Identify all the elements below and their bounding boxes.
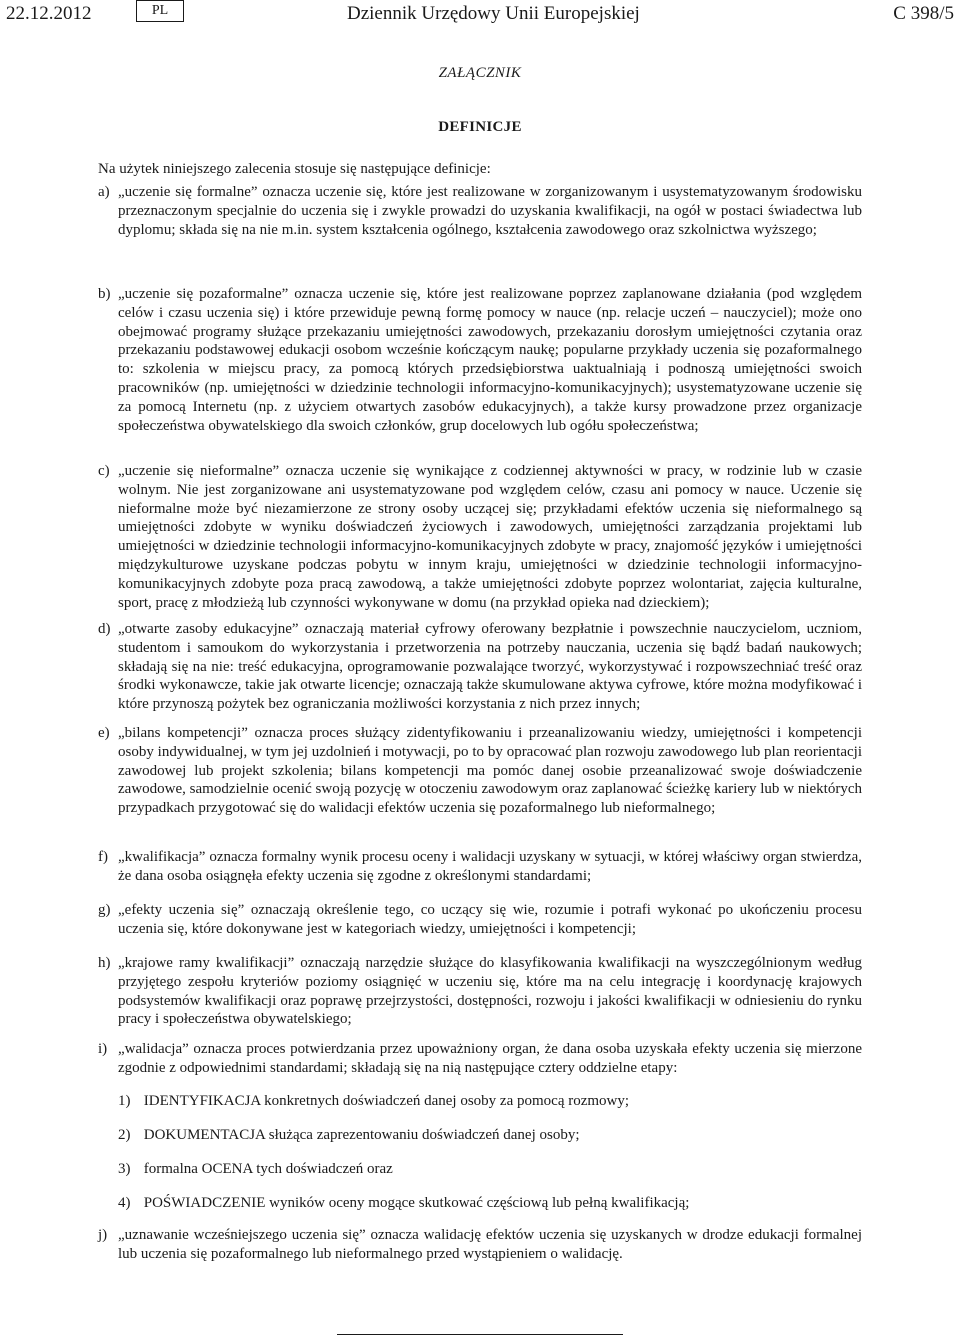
definition-text: „bilans kompetencji” oznacza proces służący zidentyfikowaniu i przeanalizowaniu wiedzy, umiejętności i kompetencji osoby indywidualnej, w tym jej uzdolnień i motywacji, po to by opracować plan rozwoju zawodowego lub plan reorientacji zawodowej lub projekt szkolenia; bilans kompetencji ma pomóc danej osobie przeanalizować swoje doświadczenie zawodowe, samodzielnie ocenić swoją pozycję w otoczeniu zawodowym oraz zaplanować ścieżkę kariery lub w niektórych przypadkach przygotować się do walidacji efektów uczenia się pozaformalnego lub nieformalnego; <box>118 725 862 817</box>
step-label: 1) <box>118 1093 131 1109</box>
step-label: 3) <box>118 1161 131 1177</box>
definition-d <box>98 620 862 714</box>
definition-label: d) <box>98 621 111 637</box>
definition-label: i) <box>98 1041 108 1057</box>
definitions-title: DEFINICJE <box>438 119 522 135</box>
definition-text: „krajowe ramy kwalifikacji” oznaczają narzędzie służące do klasyfikowania kwalifikacji na wyszczególnionym według przyjętego zespołu kryteriów poziomy osiągnięć w uczeniu się, które ma na celu integrację i koordynację krajowych podsystemów kwalifikacji oraz poprawę przejrzystości, dostępności, rozwoju i jakości kwalifikacji w odniesieniu do rynku pracy i społeczeństwa obywatelskiego; <box>118 955 862 1028</box>
definition-text: „efekty uczenia się” oznaczają określenie tego, co uczący się wie, rozumie i potrafi wykonać po ukończeniu procesu uczenia się, które dokonywane jest w kategoriach wiedzy, umiejętności i kompetencji; <box>118 902 862 937</box>
definition-label: a) <box>98 184 110 200</box>
definition-label: g) <box>98 902 111 918</box>
step-label: 4) <box>118 1195 131 1211</box>
language-badge: PL <box>136 0 184 22</box>
definition-b <box>98 285 862 435</box>
definition-text: „kwalifikacja” oznacza formalny wynik procesu oceny i walidacji uzyskany w sytuacji, w której właściwy organ stwierdza, że dana osoba osiągnęła efekty uczenia się zgodne z określonymi standardami; <box>118 849 862 884</box>
definition-j <box>98 1226 862 1264</box>
step-text: IDENTYFIKACJA konkretnych doświadczeń danej osoby za pomocą rozmowy; <box>143 1093 630 1109</box>
footnote-separator <box>337 1334 623 1335</box>
definition-label: h) <box>98 955 111 971</box>
intro-text: Na użytek niniejszego zalecenia stosuje się następujące definicje: <box>98 161 491 177</box>
definition-label: c) <box>98 463 110 479</box>
validation-step-1 <box>118 1092 629 1111</box>
validation-step-3 <box>118 1160 393 1179</box>
publication-date: 22.12.2012 <box>6 3 92 24</box>
step-label: 2) <box>118 1127 131 1143</box>
page-header <box>0 0 960 32</box>
definition-text: „uczenie się formalne” oznacza uczenie się, które jest realizowane w zorganizowanym i usystematyzowanym środowisku przeznaczonym specjalnie do uczenia się i zwykle prowadzi do uzyskania kwalifikacji, na ogół w postaci świadectwa lub dyplomu; składa się na nie m.in. system kształcenia ogólnego, kształcenia zawodowego oraz szkolnictwa wyższego; <box>118 184 862 238</box>
definition-label: e) <box>98 725 110 741</box>
definition-g <box>98 901 862 939</box>
definition-f <box>98 848 862 886</box>
definition-h <box>98 954 862 1029</box>
definition-label: b) <box>98 286 111 302</box>
definition-text: „uczenie się pozaformalne” oznacza uczenie się, które jest realizowane poprzez zaplanowane działania (pod względem celów i czasu uczenia się) i które przewiduje pewną formę pomocy w nauce (np. relacje uczeń – nauczyciel); może ono obejmować programy służące przekazaniu umiejętności zawodowych, przekazaniu dorosłym umiejętności czytania oraz przekazaniu podstawowej edukacji osobom wcześnie kończącym naukę; popularne przykłady uczenia się pozaformalnego to: szkolenia w miejscu pracy, za pomocą których przedsiębiorstwa uaktualniają i podnoszą umiejętności swoich pracowników (np. umiejętności w dziedzinie technologii informacyjno-komunikacyjnych); usystematyzowane uczenie się za pomocą Internetu (np. z użyciem otwartych zasobów edukacyjnych), a także kursy prowadzone przez organizacje społeczeństwa obywatelskiego dla swoich członków, grup docelowych lub ogółu społeczeństwa; <box>118 286 862 434</box>
definition-text: „walidacja” oznacza proces potwierdzania przez upoważniony organ, że dana osoba uzyskała efekty uczenia się mierzone zgodnie z odpowiednimi standardami; składają się na nią następujące cztery oddzielne etapy: <box>118 1041 862 1076</box>
definition-label: f) <box>98 849 108 865</box>
step-text: DOKUMENTACJA służąca zaprezentowaniu doświadczeń danej osoby; <box>143 1127 580 1143</box>
definition-e <box>98 724 862 818</box>
validation-step-2 <box>118 1126 580 1145</box>
journal-title: Dziennik Urzędowy Unii Europejskiej <box>347 3 640 24</box>
definition-text: „uczenie się nieformalne” oznacza uczenie się wynikające z codziennej aktywności w pracy, w rodzinie lub w czasie wolnym. Nie jest zorganizowane ani usystematyzowane pod względem celów, czasu ani pomocy w nauce. Uczenie się nieformalne może być niezamierzone ze strony osoby uczącej się; przykładami efektów uczenia się nieformalnego są umiejętności zdobyte w wyniku doświadczeń życiowych i zawodowych, umiejętności zarządzania projektami lub umiejętności w dziedzinie technologii informacyjno-komunikacyjnych zdobyte w pracy, znajomość języków i umiejętności międzykulturowe uzyskane podczas pobytu w innym kraju, umiejętności w dziedzinie technologii informacyjno-komunikacyjnych zdobyte poza pracą zawodową, a także umiejętności zdobyte poprzez wolontariat, zajęcia kulturalne, sport, pracę z młodzieżą lub czynności wykonywane w domu (na przykład opieka nad dzieckiem); <box>118 463 862 611</box>
step-text: formalna OCENA tych doświadczeń oraz <box>143 1161 393 1177</box>
annex-title: ZAŁĄCZNIK <box>438 65 522 81</box>
page-reference: C 398/5 <box>893 3 954 24</box>
definition-a <box>98 183 862 239</box>
step-text: POŚWIADCZENIE wyników oceny mogące skutkować częściową lub pełną kwalifikacją; <box>143 1195 690 1211</box>
definition-label: j) <box>98 1227 108 1243</box>
definition-c <box>98 462 862 612</box>
definition-text: „uznawanie wcześniejszego uczenia się” oznacza walidację efektów uczenia się uzyskanych w drodze edukacji formalnej lub uczenia się pozaformalnego lub nieformalnego przed wystąpieniem o walidację. <box>118 1227 862 1262</box>
validation-step-4 <box>118 1194 689 1213</box>
definition-i <box>98 1040 862 1078</box>
definition-text: „otwarte zasoby edukacyjne” oznaczają materiał cyfrowy oferowany bezpłatnie i powszechnie nauczycielom, uczniom, studentom i samoukom do wykorzystania i przetworzenia na potrzeby nauczania, uczenia się bądź badań naukowych; składają się na nie: treść edukacyjna, oprogramowanie pozwalające tworzyć, wykorzystywać i rozpowszechniać treść oraz środki wykonawcze, takie jak otwarte licencje; oznaczają także skumulowane aktywa cyfrowe, które można modyfikować i które przynoszą pożytek bez ograniczania możliwości korzystania z nich przez innych; <box>118 621 862 713</box>
